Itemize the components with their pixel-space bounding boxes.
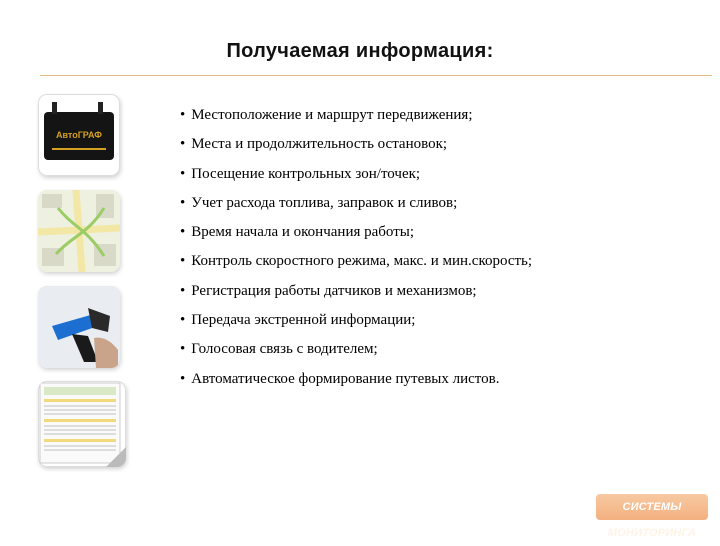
- bullet-mark: •: [180, 253, 186, 270]
- bullet-mark: •: [180, 194, 186, 211]
- logo-part1: СИСТЕМЫ: [622, 501, 682, 513]
- info-bullet-item: [180, 192, 532, 221]
- fuel-pump-image: [38, 286, 120, 368]
- info-bullet-item: [180, 221, 532, 250]
- waybill-document-image: [38, 381, 126, 467]
- bullet-mark: •: [180, 107, 186, 123]
- bullet-mark: •: [180, 370, 186, 387]
- bullet-text: Посещение контрольных зон/точек;: [191, 165, 421, 182]
- gps-tracker-image: [38, 94, 120, 176]
- map-image: [38, 190, 120, 272]
- bullet-mark: •: [180, 224, 186, 241]
- bullet-text: Время начала и окончания работы;: [191, 224, 415, 241]
- bullet-mark: •: [180, 282, 186, 299]
- bullet-mark: •: [180, 136, 186, 153]
- bullet-text: Передача экстренной информации;: [191, 312, 416, 329]
- company-logo: [596, 494, 708, 539]
- info-bullet-item: [180, 133, 532, 162]
- device-label: АвтоГРАФ: [56, 130, 102, 140]
- bullet-text: Автоматическое формирование путевых листов.: [191, 370, 500, 387]
- info-bullet-list: [180, 104, 532, 397]
- bullet-text: Местоположение и маршрут передвижения;: [191, 107, 473, 123]
- bullet-text: Регистрация работы датчиков и механизмов;: [191, 282, 477, 299]
- info-bullet-item: [180, 280, 532, 309]
- bullet-text: Места и продолжительность остановок;: [191, 136, 448, 153]
- info-bullet-item: [180, 338, 532, 367]
- info-bullet-item: [180, 368, 532, 397]
- bullet-text: Голосовая связь с водителем;: [191, 341, 378, 358]
- logo-part2: МОНИТОРИНГА: [607, 527, 697, 539]
- info-bullet-item: [180, 250, 532, 279]
- bullet-mark: •: [180, 165, 186, 182]
- bullet-mark: •: [180, 341, 186, 358]
- bullet-mark: •: [180, 312, 186, 329]
- page-title: Получаемая информация:: [226, 40, 494, 62]
- bullet-text: Учет расхода топлива, заправок и сливов;: [191, 194, 458, 211]
- info-bullet-item: [180, 104, 532, 133]
- title-divider: [40, 75, 712, 76]
- bullet-text: Контроль скоростного режима, макс. и мин.скорость;: [191, 253, 533, 270]
- info-bullet-item: [180, 163, 532, 192]
- info-bullet-item: [180, 309, 532, 338]
